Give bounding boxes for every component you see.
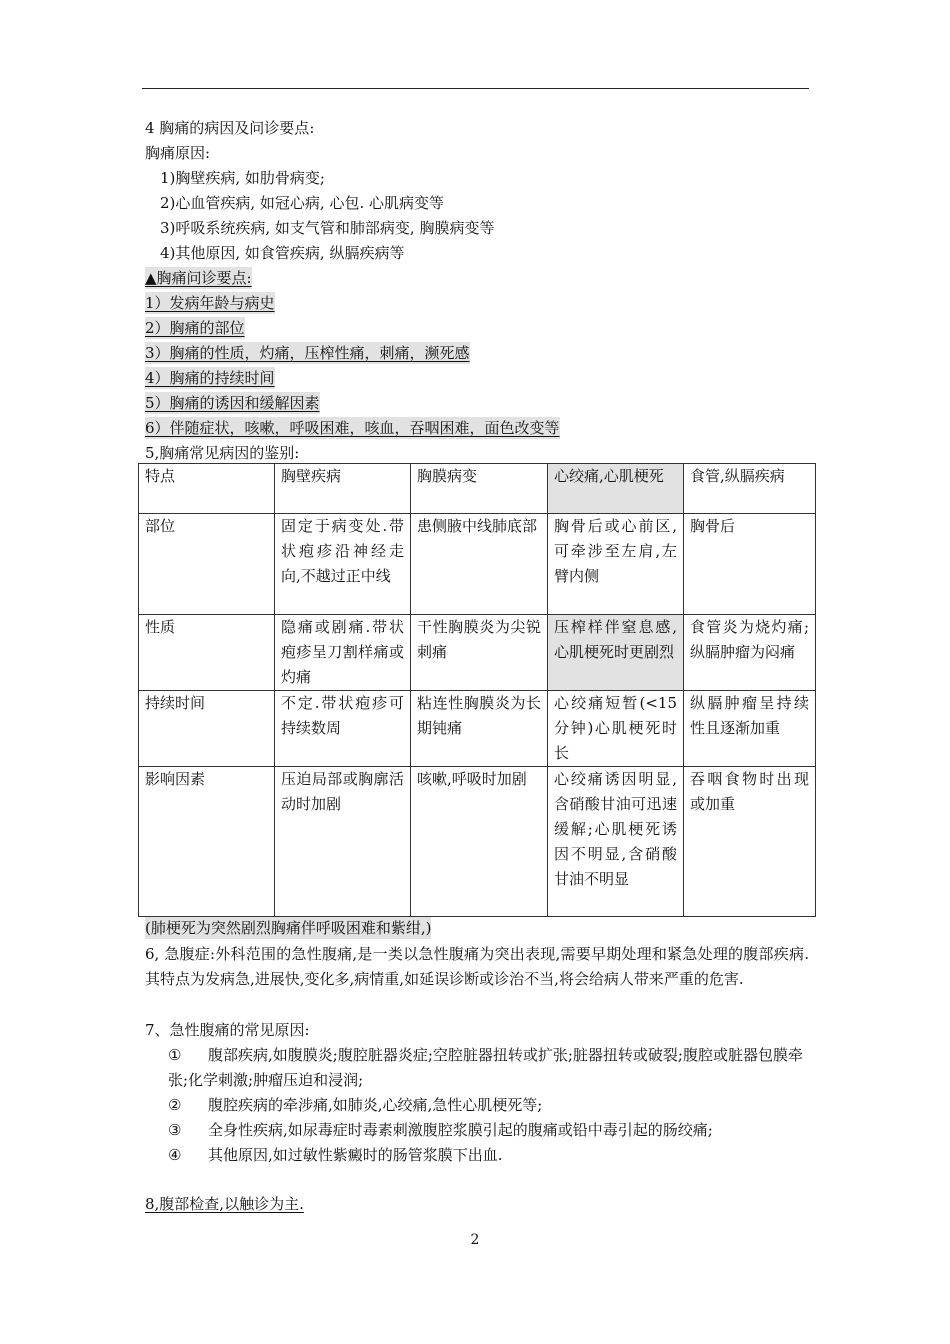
pulmonary-infarction-note: (肺梗死为突然剧烈胸痛伴呼吸困难和紫绀,)	[145, 919, 432, 937]
table-row	[139, 514, 816, 615]
list-item-text: 其他原因,如过敏性紫癜时的肠管浆膜下出血.	[208, 1146, 503, 1164]
table-cell: 持续时间	[139, 691, 275, 767]
list-marker: ④	[168, 1146, 182, 1164]
table-cell: 患侧腋中线肺底部	[411, 514, 548, 615]
table-cell: 性质	[139, 615, 275, 691]
table-cell: 胸骨后	[684, 514, 816, 615]
table-cell: 纵膈肿瘤呈持续性且逐渐加重	[684, 691, 816, 767]
section5-title: 5,胸痛常见病因的鉴别:	[145, 444, 300, 462]
list-item	[168, 1093, 808, 1118]
differential-table	[138, 463, 816, 917]
causes-label: 胸痛原因:	[145, 144, 211, 162]
header-rule	[142, 88, 809, 89]
table-cell: 干性胸膜炎为尖锐刺痛	[411, 615, 548, 691]
inquiry-point: 4）胸痛的持续时间	[145, 369, 275, 387]
table-row	[139, 615, 816, 691]
table-header-cell: 特点	[139, 464, 275, 514]
table-header-cell: 心绞痛,心肌梗死	[548, 464, 684, 514]
section8-title: 8,腹部检查,以触诊为主.	[145, 1195, 304, 1213]
table-cell: 心绞痛诱因明显,含硝酸甘油可迅速缓解;心肌梗死诱因不明显,含硝酸甘油不明显	[548, 767, 684, 917]
list-item-text: 全身性疾病,如尿毒症时毒素刺激腹腔浆膜引起的腹痛或铅中毒引起的肠绞痛;	[208, 1121, 713, 1139]
page-number: 2	[470, 1232, 480, 1248]
inquiry-point: 1）发病年龄与病史	[145, 294, 275, 312]
section4-title: 4 胸痛的病因及问诊要点:	[145, 119, 315, 137]
table-cell: 心绞痛短暂(<15分钟)心肌梗死时长	[548, 691, 684, 767]
table-cell: 咳嗽,呼吸时加剧	[411, 767, 548, 917]
table-cell: 压榨样伴窒息感,心肌梗死时更剧烈	[548, 615, 684, 691]
list-marker: ①	[168, 1046, 182, 1064]
table-cell: 食管炎为烧灼痛;纵膈肿瘤为闷痛	[684, 615, 816, 691]
inquiry-point: 6）伴随症状，咳嗽，呼吸困难，咳血，吞咽困难，面色改变等	[145, 419, 560, 437]
inquiry-title: ▲胸痛问诊要点:	[145, 269, 252, 287]
table-cell: 部位	[139, 514, 275, 615]
cause-item: 1)胸壁疾病, 如肋骨病变;	[160, 169, 325, 187]
section6-paragraph: 6, 急腹症:外科范围的急性腹痛,是一类以急性腹痛为突出表现,需要早期处理和紧急处理的腹部疾病.其特点为发病急,进展快,变化多,病情重,如延误诊断或诊治不当,将会给病人带来严重的危害.	[145, 945, 809, 988]
table-header-row	[139, 464, 816, 514]
inquiry-point: 3）胸痛的性质，灼痛，压榨性痛，刺痛，濒死感	[145, 344, 470, 362]
inquiry-point: 5）胸痛的诱因和缓解因素	[145, 394, 320, 412]
list-item	[168, 1043, 808, 1093]
cause-item: 4)其他原因, 如食管疾病, 纵膈疾病等	[160, 244, 405, 262]
table-header-cell: 食管,纵膈疾病	[684, 464, 816, 514]
table-cell: 隐痛或剧痛.带状疱疹呈刀割样痛或灼痛	[275, 615, 411, 691]
inquiry-point: 2）胸痛的部位	[145, 319, 245, 337]
table-cell: 固定于病变处.带状疱疹沿神经走向,不越过正中线	[275, 514, 411, 615]
table-cell: 粘连性胸膜炎为长期钝痛	[411, 691, 548, 767]
cause-item: 2)心血管疾病, 如冠心病, 心包. 心肌病变等	[160, 194, 445, 212]
table-cell: 影响因素	[139, 767, 275, 917]
list-item	[168, 1118, 808, 1143]
cause-item: 3)呼吸系统疾病, 如支气管和肺部病变, 胸膜病变等	[160, 219, 495, 237]
list-marker: ③	[168, 1121, 182, 1139]
section7-title: 7、急性腹痛的常见原因:	[145, 1021, 310, 1039]
table-cell: 不定.带状疱疹可持续数周	[275, 691, 411, 767]
table-header-cell: 胸壁疾病	[275, 464, 411, 514]
table-cell: 压迫局部或胸廓活动时加剧	[275, 767, 411, 917]
table-cell: 胸骨后或心前区,可牵涉至左肩,左臂内侧	[548, 514, 684, 615]
list-marker: ②	[168, 1096, 182, 1114]
list-item	[168, 1143, 808, 1168]
table-header-cell: 胸膜病变	[411, 464, 548, 514]
table-row	[139, 691, 816, 767]
table-row	[139, 767, 816, 917]
list-item-text: 腹部疾病,如腹膜炎;腹腔脏器炎症;空腔脏器扭转或扩张;脏器扭转或破裂;腹腔或脏器包膜牵张;化学刺激;肿瘤压迫和浸润;	[168, 1046, 803, 1089]
list-item-text: 腹腔疾病的牵涉痛,如肺炎,心绞痛,急性心肌梗死等;	[208, 1096, 543, 1114]
table-cell: 吞咽食物时出现或加重	[684, 767, 816, 917]
